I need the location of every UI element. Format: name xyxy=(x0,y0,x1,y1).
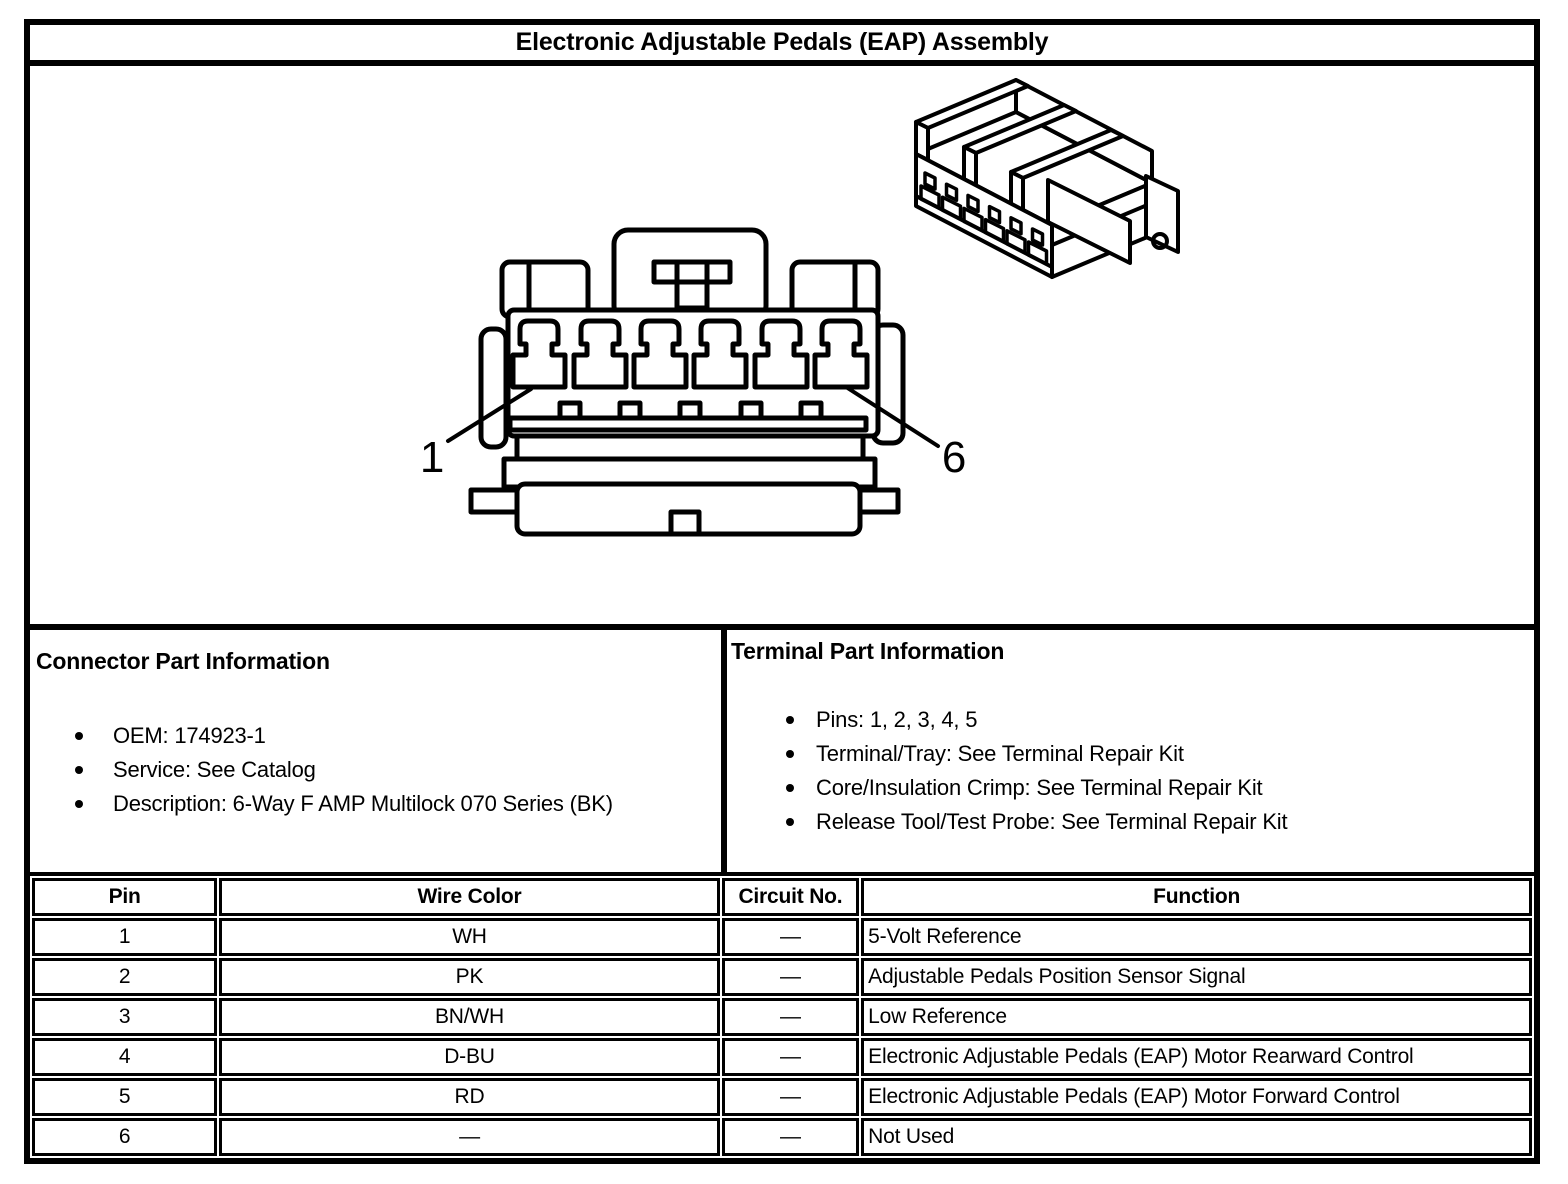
left-hook xyxy=(471,490,521,512)
function-cell: Low Reference xyxy=(861,998,1532,1036)
function-cell: Electronic Adjustable Pedals (EAP) Motor Rearward Control xyxy=(861,1038,1532,1076)
connector-info-panel xyxy=(30,630,721,872)
circuit-no-cell: — xyxy=(722,918,859,956)
terminal-6 xyxy=(815,321,867,387)
iso-lock-latch xyxy=(1146,176,1178,252)
pin-cell: 4 xyxy=(32,1038,217,1076)
circuit-no-cell: — xyxy=(722,1038,859,1076)
function-cell: Not Used xyxy=(861,1118,1532,1156)
connector-info-heading: Connector Part Information xyxy=(36,648,330,674)
function-cell: 5-Volt Reference xyxy=(861,918,1532,956)
left-ear xyxy=(481,329,506,447)
pinout-table-area xyxy=(30,876,1534,1158)
pin-cell: 6 xyxy=(32,1118,217,1156)
terminal-2 xyxy=(574,321,626,387)
connector-diagram xyxy=(30,66,1534,624)
pinout-row-3 xyxy=(32,998,1532,1036)
pin-cell: 1 xyxy=(32,918,217,956)
pinout-row-4 xyxy=(32,1038,1532,1076)
function-cell: Electronic Adjustable Pedals (EAP) Motor Forward Control xyxy=(861,1078,1532,1116)
front-view xyxy=(420,230,966,534)
connector-info-item: Service: See Catalog xyxy=(36,753,713,787)
terminal-1 xyxy=(513,321,565,387)
circuit-no-cell: — xyxy=(722,958,859,996)
part-information-row xyxy=(30,624,1534,876)
pinout-row-2 xyxy=(32,958,1532,996)
right-hook xyxy=(858,490,898,512)
document-sheet xyxy=(24,19,1540,1164)
terminal-info-item: Release Tool/Test Probe: See Terminal Repair Kit xyxy=(731,805,1526,839)
header-pin: Pin xyxy=(32,878,217,916)
terminal-5 xyxy=(755,321,807,387)
pin-cell: 2 xyxy=(32,958,217,996)
terminal-3 xyxy=(634,321,686,387)
function-cell: Adjustable Pedals Position Sensor Signal xyxy=(861,958,1532,996)
pin-cell: 3 xyxy=(32,998,217,1036)
header-wire-color: Wire Color xyxy=(219,878,719,916)
connector-info-item: OEM: 174923-1 xyxy=(36,719,713,753)
header-function: Function xyxy=(861,878,1532,916)
page-title: Electronic Adjustable Pedals (EAP) Assembly xyxy=(30,25,1534,66)
pinout-row-5 xyxy=(32,1078,1532,1116)
terminal-info-item: Terminal/Tray: See Terminal Repair Kit xyxy=(731,737,1526,771)
circuit-no-cell: — xyxy=(722,1078,859,1116)
pinout-row-1 xyxy=(32,918,1532,956)
terminal-info-heading: Terminal Part Information xyxy=(731,638,1005,664)
terminal-4 xyxy=(694,321,746,387)
pin-cell: 5 xyxy=(32,1078,217,1116)
pin-6-label: 6 xyxy=(941,433,967,482)
pinout-table xyxy=(30,876,1534,1158)
connector-diagram-svg xyxy=(30,66,1534,624)
circuit-no-cell: — xyxy=(722,998,859,1036)
wire-color-cell: D-BU xyxy=(219,1038,719,1076)
terminal-info-item: Core/Insulation Crimp: See Terminal Repair Kit xyxy=(731,771,1526,805)
wire-color-cell: PK xyxy=(219,958,719,996)
isometric-view xyxy=(916,80,1178,277)
terminal-info-panel xyxy=(727,630,1534,872)
wire-color-cell: — xyxy=(219,1118,719,1156)
wire-color-cell: WH xyxy=(219,918,719,956)
terminal-info-list xyxy=(731,703,1526,839)
pinout-header-row xyxy=(32,878,1532,916)
header-circuit-no: Circuit No. xyxy=(722,878,859,916)
pinout-row-6 xyxy=(32,1118,1532,1156)
bottom-notch xyxy=(671,512,699,534)
terminal-info-item: Pins: 1, 2, 3, 4, 5 xyxy=(731,703,1526,737)
connector-info-item: Description: 6-Way F AMP Multilock 070 Series (BK) xyxy=(36,787,713,821)
connector-info-list xyxy=(36,719,713,821)
pin-1-label: 1 xyxy=(419,433,445,482)
wire-color-cell: BN/WH xyxy=(219,998,719,1036)
wire-color-cell: RD xyxy=(219,1078,719,1116)
circuit-no-cell: — xyxy=(722,1118,859,1156)
